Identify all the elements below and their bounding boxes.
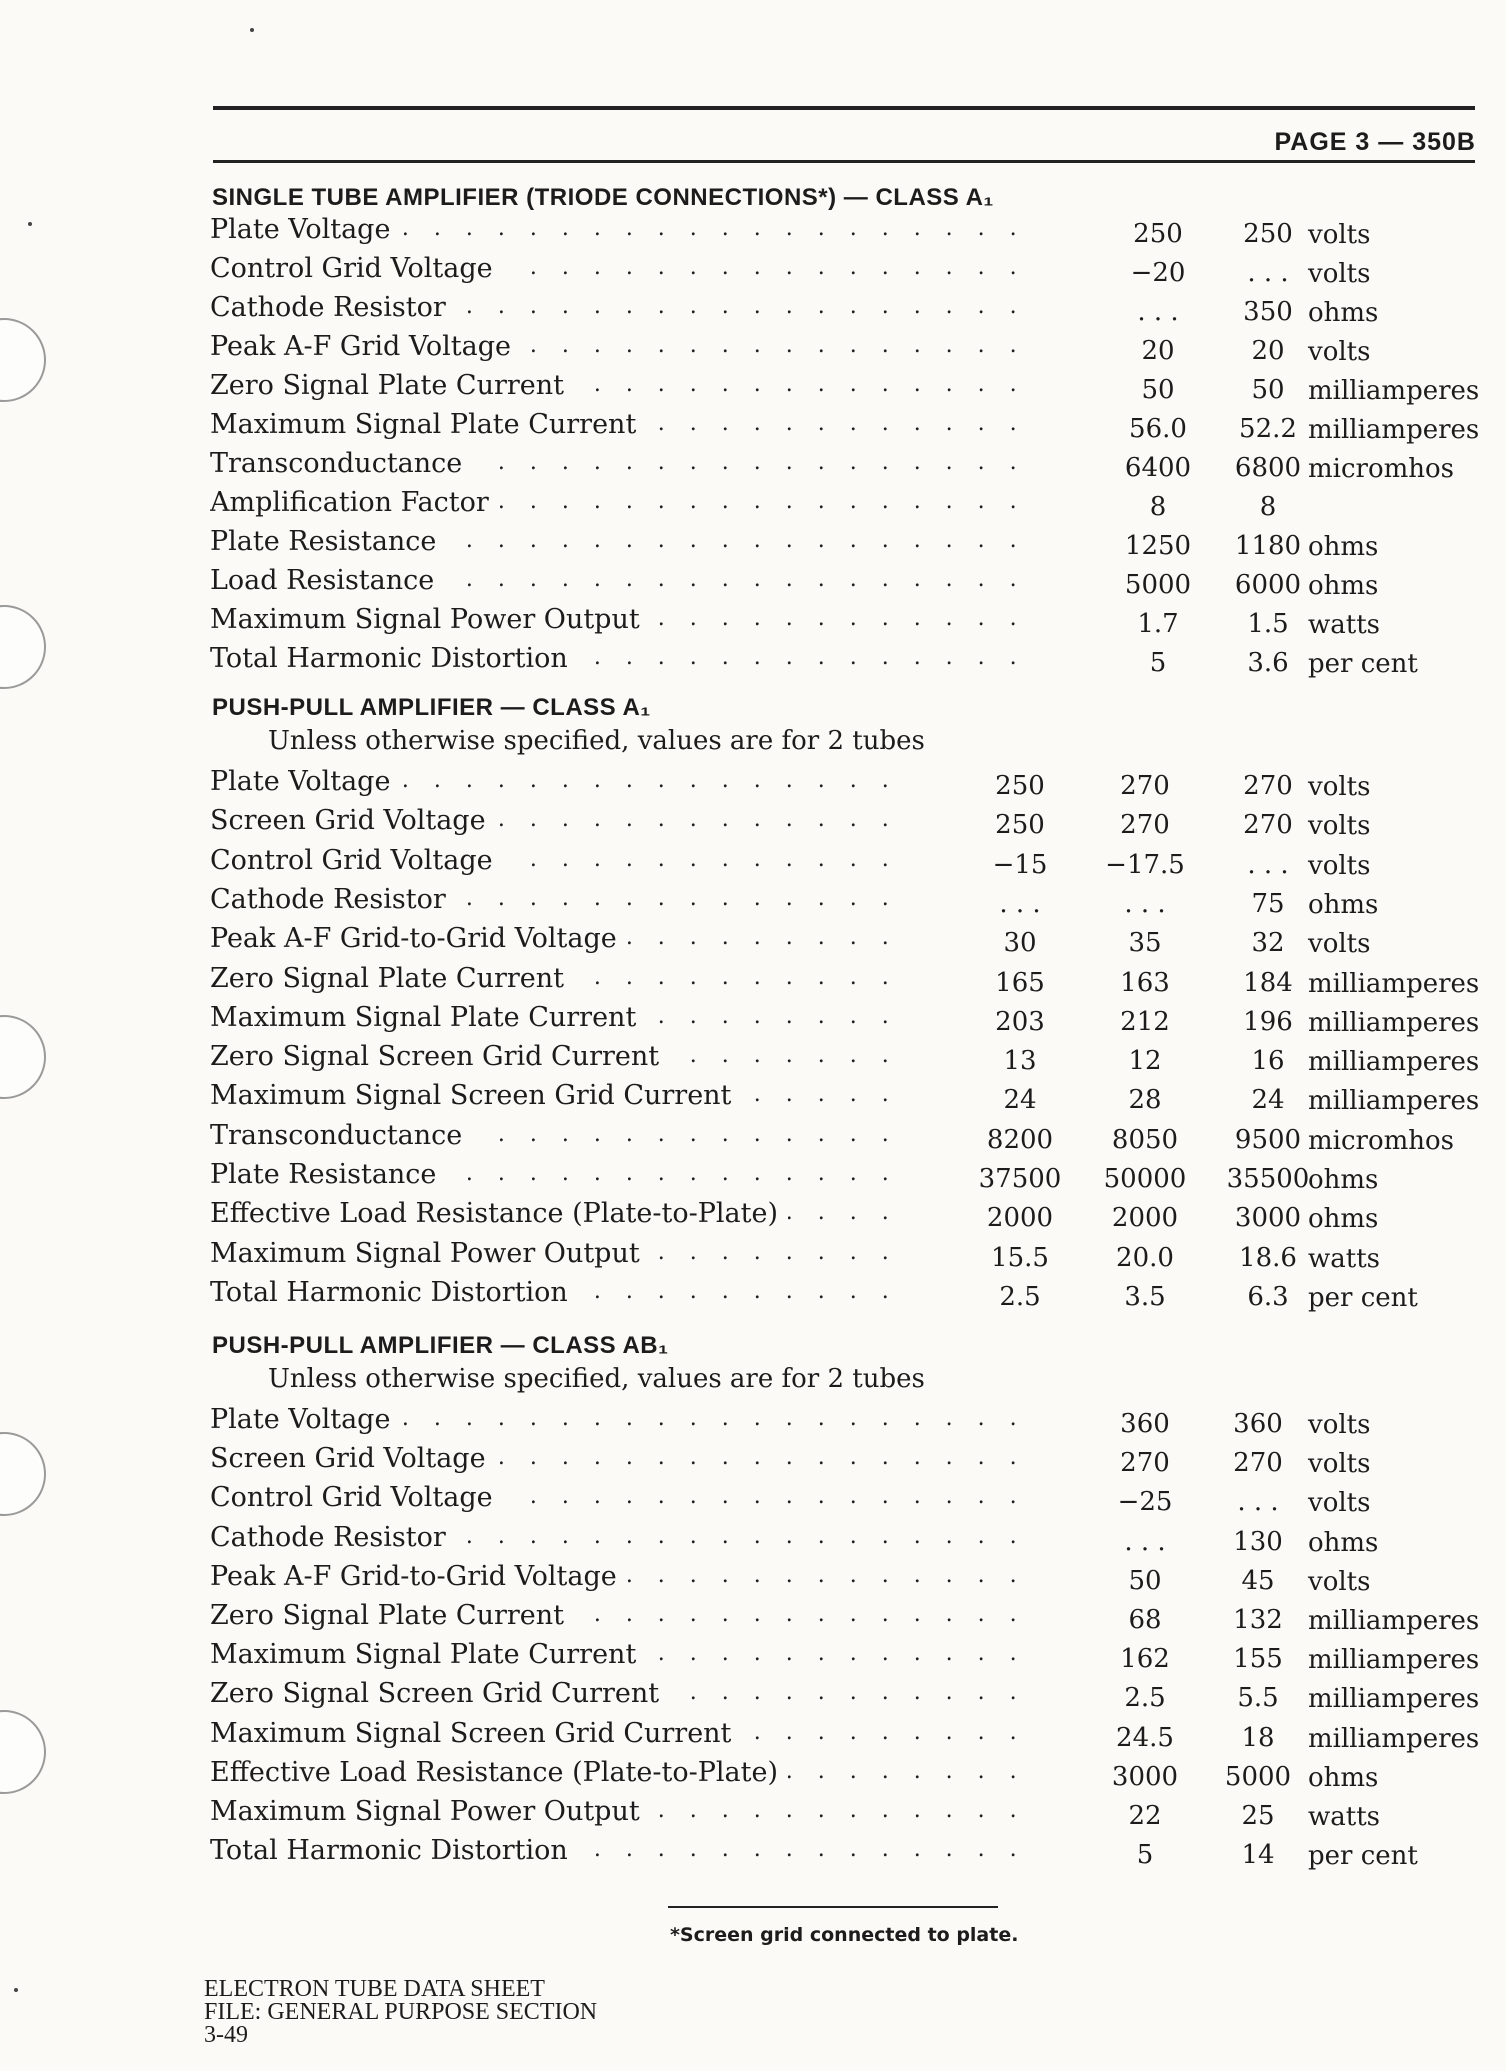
row-unit: volts <box>1308 1488 1371 1519</box>
row-label <box>210 963 900 1002</box>
row-value: 270 <box>1120 1448 1170 1479</box>
row-label <box>210 331 1030 370</box>
row-label <box>210 1561 1030 1600</box>
row-label-text: Transconductance <box>210 1120 472 1151</box>
row-value: 32 <box>1251 928 1285 959</box>
row-value: 50 <box>1128 1565 1162 1596</box>
row-label <box>210 1404 1030 1443</box>
row-label <box>210 1678 1030 1717</box>
row-value: 12 <box>1128 1046 1162 1077</box>
row-value: 18 <box>1241 1722 1275 1753</box>
row-label <box>210 1835 1030 1874</box>
table-row <box>0 1639 1506 1678</box>
row-label-text: Control Grid Voltage <box>210 253 503 284</box>
row-value: 24 <box>1251 1085 1285 1116</box>
row-value: 20 <box>1251 336 1285 366</box>
row-value: 14 <box>1241 1840 1275 1871</box>
row-unit: per cent <box>1308 649 1418 679</box>
table-row <box>0 1443 1506 1482</box>
row-value: −20 <box>1130 258 1186 288</box>
row-label <box>210 565 1030 604</box>
footer-line: ELECTRON TUBE DATA SHEET <box>204 1976 545 2002</box>
table-row <box>0 643 1506 682</box>
row-label <box>210 1482 1030 1521</box>
row-value: 50 <box>1141 375 1175 405</box>
row-value: 270 <box>1120 771 1170 801</box>
row-unit: milliamperes <box>1308 1047 1480 1078</box>
row-label-text: Zero Signal Screen Grid Current <box>210 1678 669 1709</box>
table-row <box>0 1198 1506 1237</box>
row-unit: volts <box>1308 1449 1371 1480</box>
row-unit: milliamperes <box>1308 1086 1480 1117</box>
row-label <box>210 1238 900 1277</box>
row-label-text: Effective Load Resistance (Plate-to-Plate) <box>210 1757 788 1788</box>
row-label-text: Amplification Factor <box>210 487 499 518</box>
table-row <box>0 766 1506 805</box>
row-unit: watts <box>1308 610 1380 640</box>
footnote-rule <box>668 1906 998 1908</box>
row-value: 16 <box>1251 1046 1285 1077</box>
row-unit: ohms <box>1308 571 1379 601</box>
row-value: 35500 <box>1226 1164 1310 1194</box>
row-unit: volts <box>1308 772 1371 802</box>
row-value: . . . <box>1247 849 1289 880</box>
row-value: 8050 <box>1111 1124 1179 1155</box>
table-row <box>0 923 1506 962</box>
row-value: 162 <box>1120 1644 1170 1675</box>
row-value: 270 <box>1243 810 1293 841</box>
footnote: *Screen grid connected to plate. <box>670 1924 1019 1946</box>
row-label <box>210 526 1030 565</box>
table-row <box>0 1600 1506 1639</box>
row-unit: volts <box>1308 1566 1371 1597</box>
row-value: 3.5 <box>1124 1281 1166 1312</box>
row-value: 130 <box>1233 1526 1283 1557</box>
row-label <box>210 643 1030 682</box>
row-value: 250 <box>995 771 1045 801</box>
row-label <box>210 1120 900 1159</box>
row-label <box>210 1718 1030 1757</box>
section-title: SINGLE TUBE AMPLIFIER (TRIODE CONNECTIONS*) — CLASS A₁ <box>212 184 994 211</box>
row-value: 132 <box>1233 1605 1283 1635</box>
row-value: 24 <box>1003 1085 1037 1116</box>
row-value: 196 <box>1243 1006 1293 1037</box>
row-label-text: Screen Grid Voltage <box>210 1443 496 1474</box>
row-unit: volts <box>1308 337 1371 367</box>
row-value: 2.5 <box>1124 1683 1166 1714</box>
row-label-text: Screen Grid Voltage <box>210 805 496 836</box>
row-value: 5 <box>1136 1840 1154 1871</box>
row-label <box>210 253 1030 292</box>
row-label <box>210 923 900 962</box>
row-value: 5 <box>1149 648 1167 678</box>
row-value: 68 <box>1128 1605 1162 1635</box>
row-value: 6400 <box>1124 453 1192 483</box>
row-unit: micromhos <box>1308 1125 1455 1156</box>
row-unit: volts <box>1308 850 1371 881</box>
row-value: 8 <box>1259 492 1277 522</box>
row-label-text: Maximum Signal Plate Current <box>210 1002 646 1033</box>
row-unit: per cent <box>1308 1282 1418 1313</box>
row-value: 5000 <box>1224 1761 1292 1792</box>
row-value: 1.7 <box>1137 609 1179 639</box>
row-value: 52.2 <box>1239 414 1297 444</box>
paper-speck <box>14 1988 18 1992</box>
row-value: 25 <box>1241 1801 1275 1831</box>
row-label-text: Total Harmonic Distortion <box>210 1835 578 1866</box>
row-value: 56.0 <box>1129 414 1187 444</box>
row-value: 37500 <box>978 1164 1062 1194</box>
row-label <box>210 1522 1030 1561</box>
row-value: 20.0 <box>1116 1242 1174 1273</box>
row-unit: milliamperes <box>1308 1007 1480 1038</box>
row-label <box>210 884 900 923</box>
row-label-text: Maximum Signal Plate Current <box>210 1639 646 1670</box>
row-value: 50000 <box>1103 1164 1187 1194</box>
row-value: 270 <box>1243 771 1293 801</box>
row-value: 20 <box>1141 336 1175 366</box>
section-title: PUSH-PULL AMPLIFIER — CLASS A₁ <box>212 694 651 721</box>
row-label-text: Cathode Resistor <box>210 1522 456 1553</box>
row-value: 45 <box>1241 1565 1275 1596</box>
row-value: 184 <box>1243 967 1293 998</box>
row-value: 155 <box>1233 1644 1283 1675</box>
row-label-text: Cathode Resistor <box>210 884 456 915</box>
row-value: 270 <box>1233 1448 1283 1479</box>
row-label <box>210 370 1030 409</box>
row-value: 3000 <box>1234 1203 1302 1234</box>
table-row <box>0 1277 1506 1316</box>
row-label <box>210 1277 900 1316</box>
row-label-text: Peak A-F Grid Voltage <box>210 331 521 362</box>
row-unit: ohms <box>1308 532 1379 562</box>
paper-speck <box>250 28 254 32</box>
row-label-text: Maximum Signal Power Output <box>210 604 650 635</box>
row-label <box>210 1639 1030 1678</box>
row-unit: watts <box>1308 1243 1380 1274</box>
row-unit: milliamperes <box>1308 376 1480 406</box>
row-value: 50 <box>1251 375 1285 405</box>
row-value: 8 <box>1149 492 1167 522</box>
row-value: 24.5 <box>1116 1722 1174 1753</box>
row-label <box>210 448 1030 487</box>
header-rule <box>213 106 1475 110</box>
row-value: 1180 <box>1234 531 1302 561</box>
row-value: 3.6 <box>1247 648 1289 678</box>
footer-line: FILE: GENERAL PURPOSE SECTION <box>204 1999 598 2025</box>
row-label <box>210 1002 900 1041</box>
row-label-text: Effective Load Resistance (Plate-to-Plate) <box>210 1198 788 1229</box>
row-label-text: Zero Signal Screen Grid Current <box>210 1041 669 1072</box>
row-label <box>210 1796 1030 1835</box>
table-row <box>0 1678 1506 1717</box>
row-label-text: Plate Resistance <box>210 526 446 557</box>
row-unit: ohms <box>1308 298 1379 328</box>
row-value: 15.5 <box>991 1242 1049 1273</box>
row-label-text: Maximum Signal Plate Current <box>210 409 646 440</box>
row-label-text: Plate Resistance <box>210 1159 446 1190</box>
row-label-text: Maximum Signal Screen Grid Current <box>210 1718 741 1749</box>
row-value: 2000 <box>1111 1203 1179 1234</box>
row-value: 270 <box>1120 810 1170 841</box>
row-value: . . . <box>999 888 1041 919</box>
row-label <box>210 845 900 884</box>
row-label-text: Maximum Signal Screen Grid Current <box>210 1080 741 1111</box>
table-row <box>0 292 1506 331</box>
table-row <box>0 805 1506 844</box>
table-row <box>0 331 1506 370</box>
row-value: 1.5 <box>1247 609 1289 639</box>
row-value: 360 <box>1233 1409 1283 1439</box>
row-label <box>210 1041 900 1080</box>
table-row <box>0 1796 1506 1835</box>
row-value: 5000 <box>1124 570 1192 600</box>
table-row <box>0 604 1506 643</box>
row-value: 3000 <box>1111 1761 1179 1792</box>
row-unit: volts <box>1308 811 1371 842</box>
table-row <box>0 487 1506 526</box>
row-value: 6800 <box>1234 453 1302 483</box>
footer-line: 3-49 <box>204 2022 248 2048</box>
row-label <box>210 1159 900 1198</box>
table-row <box>0 1835 1506 1874</box>
table-row <box>0 1522 1506 1561</box>
row-value: −15 <box>992 849 1048 880</box>
row-label-text: Peak A-F Grid-to-Grid Voltage <box>210 923 627 954</box>
row-value: 6.3 <box>1247 1281 1289 1312</box>
section-title: PUSH-PULL AMPLIFIER — CLASS AB₁ <box>212 1332 669 1359</box>
table-row <box>0 1482 1506 1521</box>
row-value: 360 <box>1120 1409 1170 1439</box>
row-value: 2000 <box>986 1203 1054 1234</box>
table-row <box>0 526 1506 565</box>
row-label <box>210 1080 900 1119</box>
table-row <box>0 1718 1506 1757</box>
row-label-text: Control Grid Voltage <box>210 1482 503 1513</box>
row-label <box>210 1600 1030 1639</box>
row-label <box>210 214 1030 253</box>
row-value: 212 <box>1120 1006 1170 1037</box>
row-label-text: Maximum Signal Power Output <box>210 1796 650 1827</box>
table-row <box>0 1041 1506 1080</box>
row-unit: volts <box>1308 259 1371 289</box>
table-row <box>0 845 1506 884</box>
row-value: −17.5 <box>1105 849 1185 880</box>
table-row <box>0 370 1506 409</box>
row-unit: milliamperes <box>1308 968 1480 999</box>
row-label <box>210 409 1030 448</box>
row-label-text: Zero Signal Plate Current <box>210 370 574 401</box>
row-label-text: Zero Signal Plate Current <box>210 963 574 994</box>
row-unit: ohms <box>1308 1527 1379 1558</box>
table-row <box>0 1561 1506 1600</box>
row-unit: micromhos <box>1308 454 1455 484</box>
row-value: 5.5 <box>1237 1683 1279 1714</box>
row-value: 165 <box>995 967 1045 998</box>
row-label <box>210 766 900 805</box>
row-value: 1250 <box>1124 531 1192 561</box>
row-value: 8200 <box>986 1124 1054 1155</box>
table-row <box>0 565 1506 604</box>
row-unit: milliamperes <box>1308 1684 1480 1715</box>
row-value: . . . <box>1137 297 1179 327</box>
table-row <box>0 1404 1506 1443</box>
row-value: 9500 <box>1234 1124 1302 1155</box>
section-note: Unless otherwise specified, values are for 2 tubes <box>268 1364 925 1394</box>
row-unit: milliamperes <box>1308 415 1480 445</box>
row-label <box>210 1198 900 1237</box>
row-label-text: Total Harmonic Distortion <box>210 643 578 674</box>
row-label-text: Plate Voltage <box>210 1404 400 1435</box>
row-label-text: Plate Voltage <box>210 214 400 245</box>
row-label-text: Transconductance <box>210 448 472 479</box>
table-row <box>0 253 1506 292</box>
row-unit: milliamperes <box>1308 1606 1480 1636</box>
row-value: 6000 <box>1234 570 1302 600</box>
row-label <box>210 292 1030 331</box>
row-unit: milliamperes <box>1308 1645 1480 1676</box>
table-row <box>0 1757 1506 1796</box>
row-unit: ohms <box>1308 1165 1379 1195</box>
table-row <box>0 1238 1506 1277</box>
row-value: 350 <box>1243 297 1293 327</box>
table-row <box>0 1120 1506 1159</box>
row-value: 18.6 <box>1239 1242 1297 1273</box>
row-unit: ohms <box>1308 1204 1379 1235</box>
row-value: −25 <box>1117 1487 1173 1518</box>
row-value: . . . <box>1124 888 1166 919</box>
footer <box>204 1978 597 2047</box>
page-number: PAGE 3 — 350B <box>1274 128 1476 156</box>
table-row <box>0 1002 1506 1041</box>
row-value: 2.5 <box>999 1281 1041 1312</box>
row-label <box>210 487 1030 526</box>
row-label <box>210 1443 1030 1482</box>
row-unit: ohms <box>1308 889 1379 920</box>
row-unit: volts <box>1308 220 1371 250</box>
header-rule <box>213 160 1475 163</box>
table-row <box>0 1159 1506 1198</box>
row-label-text: Load Resistance <box>210 565 444 596</box>
row-value: . . . <box>1247 258 1289 288</box>
table-row <box>0 1080 1506 1119</box>
row-value: 203 <box>995 1006 1045 1037</box>
row-label <box>210 604 1030 643</box>
row-value: 30 <box>1003 928 1037 959</box>
row-label-text: Peak A-F Grid-to-Grid Voltage <box>210 1561 627 1592</box>
row-value: 35 <box>1128 928 1162 959</box>
row-label-text: Cathode Resistor <box>210 292 456 323</box>
row-unit: volts <box>1308 929 1371 960</box>
row-value: . . . <box>1124 1526 1166 1557</box>
row-value: 163 <box>1120 967 1170 998</box>
row-label <box>210 805 900 844</box>
row-value: 250 <box>995 810 1045 841</box>
row-unit: ohms <box>1308 1762 1379 1793</box>
row-value: 250 <box>1243 219 1293 249</box>
row-unit: milliamperes <box>1308 1723 1480 1754</box>
table-row <box>0 963 1506 1002</box>
table-row <box>0 214 1506 253</box>
table-row <box>0 448 1506 487</box>
section-note: Unless otherwise specified, values are for 2 tubes <box>268 726 925 756</box>
row-label-text: Plate Voltage <box>210 766 400 797</box>
row-unit: per cent <box>1308 1841 1418 1872</box>
row-value: 28 <box>1128 1085 1162 1116</box>
row-unit: watts <box>1308 1802 1380 1832</box>
row-unit: volts <box>1308 1410 1371 1440</box>
row-label-text: Maximum Signal Power Output <box>210 1238 650 1269</box>
row-label-text: Zero Signal Plate Current <box>210 1600 574 1631</box>
row-value: . . . <box>1237 1487 1279 1518</box>
table-row <box>0 409 1506 448</box>
row-label <box>210 1757 1030 1796</box>
row-value: 75 <box>1251 888 1285 919</box>
table-row <box>0 884 1506 923</box>
row-value: 250 <box>1133 219 1183 249</box>
row-label-text: Control Grid Voltage <box>210 845 503 876</box>
row-label-text: Total Harmonic Distortion <box>210 1277 578 1308</box>
row-value: 22 <box>1128 1801 1162 1831</box>
row-value: 13 <box>1003 1046 1037 1077</box>
